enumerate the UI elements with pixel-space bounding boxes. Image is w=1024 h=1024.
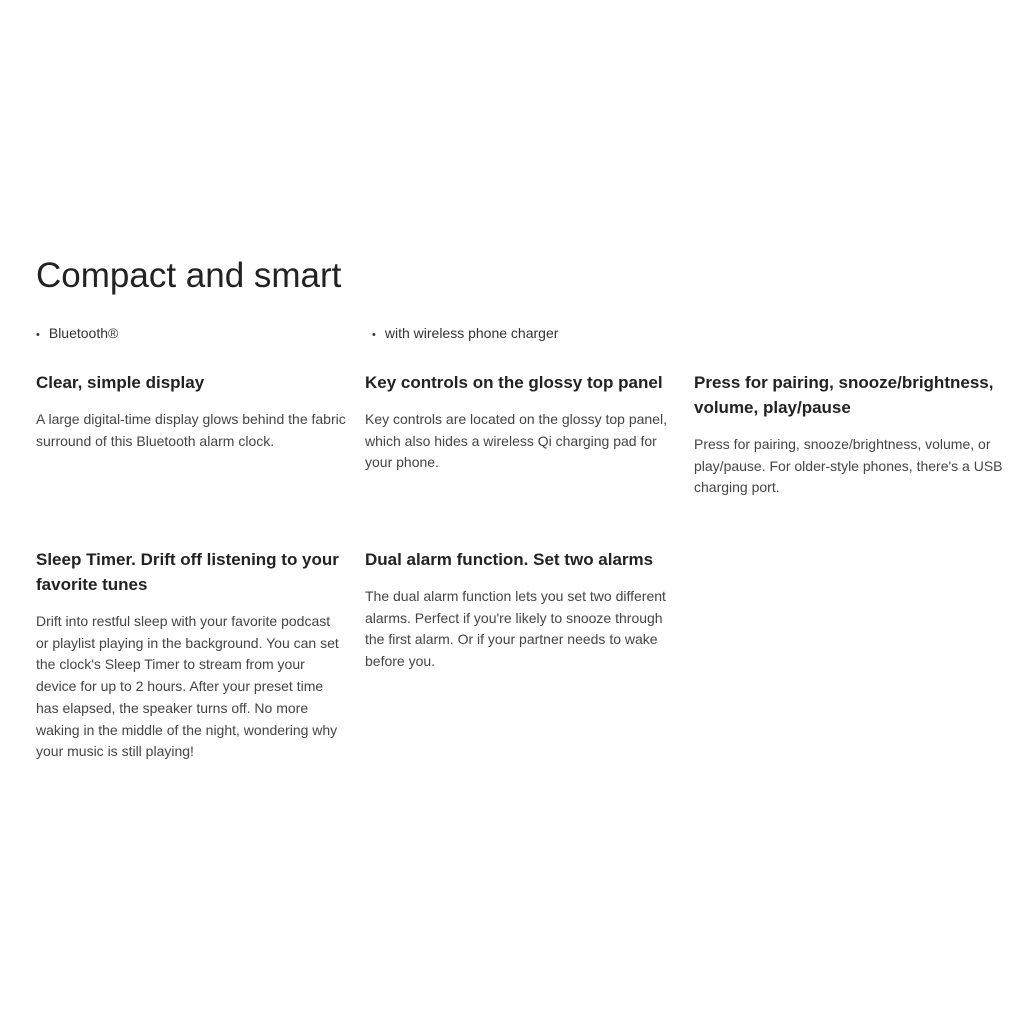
feature-text: Drift into restful sleep with your favorite podcast or playlist playing in the background. You can set the clock's Sleep Timer to stream from your device for up to 2 hours. After your preset time has elapsed, the speaker turns off. No more waking in the middle of the night, wondering why your music is still playing! <box>36 613 339 760</box>
feature-pairing <box>694 370 1004 499</box>
feature-title: Key controls on the glossy top panel <box>365 373 663 392</box>
feature-title: Clear, simple display <box>36 373 205 392</box>
bullet-wireless-charger: • with wireless phone charger <box>372 325 558 341</box>
feature-title: Sleep Timer. Drift off listening to your favorite tunes <box>36 550 339 594</box>
feature-text: Press for pairing, snooze/brightness, volume, or play/pause. For older-style phones, there's a USB charging port. <box>694 436 1003 496</box>
feature-text: A large digital-time display glows behind the fabric surround of this Bluetooth alarm clock. <box>36 411 346 449</box>
feature-sleep-timer <box>36 547 346 763</box>
bullet-bluetooth: • Bluetooth® <box>36 325 118 341</box>
feature-display <box>36 370 346 452</box>
feature-controls <box>365 370 675 474</box>
feature-title: Dual alarm function. Set two alarms <box>365 550 654 569</box>
feature-text: Key controls are located on the glossy top panel, which also hides a wireless Qi charging pad for your phone. <box>365 411 667 471</box>
feature-dual-alarm <box>365 547 675 673</box>
section-title: Compact and smart <box>36 256 342 295</box>
feature-text: The dual alarm function lets you set two different alarms. Perfect if you're likely to snooze through the first alarm. Or if your partner needs to wake before you. <box>365 588 666 670</box>
feature-title: Press for pairing, snooze/brightness, volume, play/pause <box>694 373 994 417</box>
